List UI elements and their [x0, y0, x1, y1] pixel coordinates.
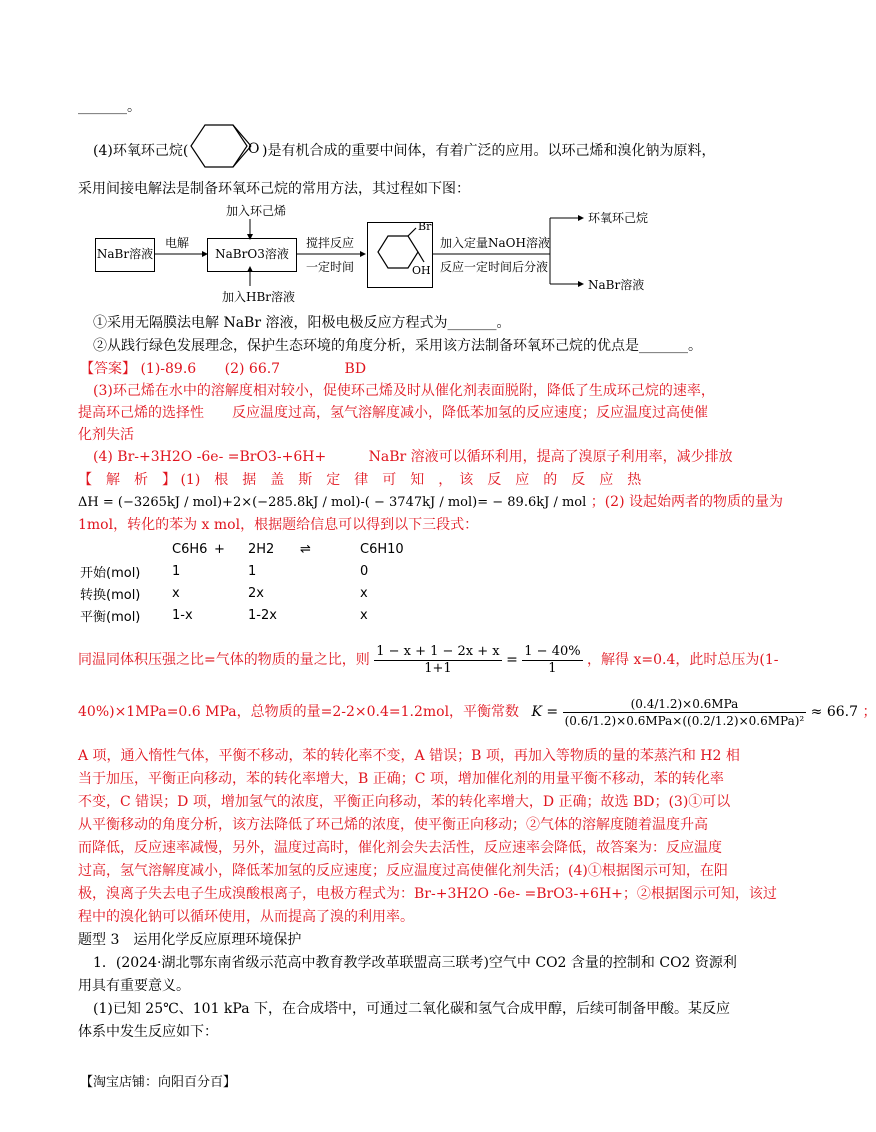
question-1-l1: 1．(2024·湖北鄂东南省级示范高中教育教学改革联盟高三联考)空气中 CO2 含量的控制和 CO2 资源利 [93, 955, 737, 971]
analysis-p8: 程中的溴化钠可以循环使用，从而提高了溴的利用率。 [78, 909, 414, 925]
analysis-p7: 极，溴离子失去电子生成溴酸根离子，电极方程式为：Br-+3H2O -6e- =BrO3-+6H+；②根据图示可知，该过 [78, 886, 777, 902]
answer-4b: NaBr 溶液可以循环利用，提高了溴原子利用率，减少排放 [368, 449, 733, 465]
question-1-l2: 用具有重要意义。 [78, 978, 190, 994]
q4-line1-a: (4)环氧环己烷( [93, 143, 189, 159]
box-nabro3: NaBrO3溶液 [207, 238, 297, 272]
analysis-p3: 不变，C 错误；D 项，增加氢气的浓度，平衡正向移动，苯的转化率增大，D 正确；故选 BD；(3)①可以 [78, 794, 731, 810]
out-nabr: NaBr溶液 [588, 278, 645, 292]
frac2-num: 1 − 40% [524, 643, 581, 659]
br-label: Br [418, 220, 432, 233]
q4-line1-b: )是有机合成的重要中间体，有着广泛的应用。以环己烯和溴化钠为原料， [262, 143, 716, 159]
ice-row-start: 开始(mol) 1 1 0 [80, 563, 369, 581]
analysis-l5-a: 40%)×1MPa=0.6 MPa，总物质的量=2-2×0.4=1.2mol，平衡常数 [78, 704, 520, 720]
sub-question-1: ①采用无隔膜法电解 NaBr 溶液，阳极电极反应方程式为_______。 [93, 315, 511, 331]
ice-row-change: 转换(mol) x 2x x [80, 585, 368, 603]
analysis-l4-b: ，解得 x=0.4，此时总压为(1- [587, 652, 779, 668]
box-nabr: NaBr溶液 [95, 238, 155, 272]
sub-question-2: ②从践行绿色发展理念，保护生态环境的角度分析，采用该方法制备环氧环己烷的优点是_______。 [93, 338, 702, 354]
bottom-add: 加入HBr溶液 [222, 290, 296, 304]
analysis-p2: 当于加压，平衡正向移动，苯的转化率增大，B 正确；C 项，增加催化剂的用量平衡不移动，苯的转化率 [78, 771, 724, 787]
top-blank: _______。 [78, 99, 141, 115]
analysis-l3: 1mol，转化的苯为 x mol，根据题给信息可以得到以下三段式： [78, 517, 479, 533]
answer-label: 【答案】 [80, 361, 136, 377]
analysis-label: 【 解 析 】 [78, 472, 176, 488]
answer-3: BD [344, 361, 367, 377]
analysis-p4: 从平衡移动的角度分析，该方法降低了环己烯的浓度，使平衡正向移动；②气体的溶解度随着温度升高 [78, 817, 708, 833]
analysis-p6: 过高，氢气溶解度减小，降低苯加氢的反应速度；反应温度过高使催化剂失活；(4)①根据图示可知，在阳 [78, 863, 728, 879]
step-naoh: 加入定量NaOH溶液 [440, 236, 550, 250]
answer-1: (1)-89.6 [140, 361, 197, 377]
step-separate: 反应一定时间后分液 [440, 260, 549, 274]
section-title: 题型 3 运用化学反应原理环境保护 [78, 932, 302, 948]
answer-3-l1: (3)环己烯在水中的溶解度相对较小，促使环己烯及时从催化剂表面脱附，降低了生成环己烷的速率， [93, 383, 715, 399]
top-add: 加入环己烯 [226, 204, 287, 218]
analysis-l2-tail: ；(2) 设起始两者的物质的量为 [590, 494, 783, 510]
analysis-l1: (1) 根 据 盖 斯 定 律 可 知 ， 该 反 应 的 反 应 热 [180, 472, 642, 488]
delta-h-formula: ΔH = (−3265kJ / mol)+2×(−285.8kJ / mol)-( − 3747kJ / mol)= − 89.6kJ / mol [78, 495, 587, 510]
oh-label: OH [412, 264, 431, 277]
k-numerator: (0.4/1.2)×0.6MPa [563, 696, 807, 713]
ice-row-equilibrium: 平衡(mol) 1-x 1-2x x [80, 607, 368, 625]
analysis-p1: A 项，通入惰性气体，平衡不移动，苯的转化率不变，A 错误；B 项，再加入等物质的量的苯蒸汽和 H2 相 [78, 748, 740, 764]
footer-shop: 【淘宝店铺：向阳百分百】 [80, 1075, 237, 1090]
analysis-l4-a: 同温同体积压强之比=气体的物质的量之比，则 [78, 652, 370, 668]
k-denominator: (0.6/1.2)×0.6MPa×((0.2/1.2)×0.6MPa)² [564, 713, 805, 728]
q4-line2: 采用间接电解法是制备环氧环己烷的常用方法，其过程如下图： [78, 181, 470, 197]
frac2-den: 1 [548, 660, 557, 676]
step-electrolysis: 电解 [165, 236, 190, 250]
step-stir: 搅拌反应 [306, 236, 355, 250]
step-time: 一定时间 [306, 260, 355, 274]
question-1-l4: 体系中发生反应如下： [78, 1024, 218, 1040]
k-value: ≈ 66.7 [810, 704, 859, 720]
answer-4a: (4) Br-+3H2O -6e- =BrO3-+6H+ [93, 449, 327, 465]
analysis-p5: 而降低，反应速率减慢，另外，温度过高时，催化剂会失去活性，反应速率会降低，故答案为：反应温度 [78, 840, 722, 856]
k-symbol: K = [531, 704, 559, 720]
answer-3-l2: 提高环己烯的选择性 反应温度过高，氢气溶解度减小，降低苯加氢的反应速度；反应温度过高使催 [78, 405, 708, 421]
answer-3-l3: 化剂失活 [78, 427, 134, 443]
frac1-num: 1 − x + 1 − 2x + x [376, 643, 500, 659]
frac1-den: 1+1 [424, 660, 452, 676]
out-epoxide: 环氧环己烷 [588, 211, 649, 225]
ice-table: C6H6 + 2H2 ⇌ C6H10 开始(mol) 1 1 0 转换(mol) x 2x x 平衡(mol) 1-x 1-2x x [80, 538, 410, 626]
answer-2: (2) 66.7 [224, 361, 281, 377]
question-1-l3: (1)已知 25℃、101 kPa 下，在合成塔中，可通过二氧化碳和氢气合成甲醇，后续可制备甲酸。某反应 [93, 1001, 730, 1017]
